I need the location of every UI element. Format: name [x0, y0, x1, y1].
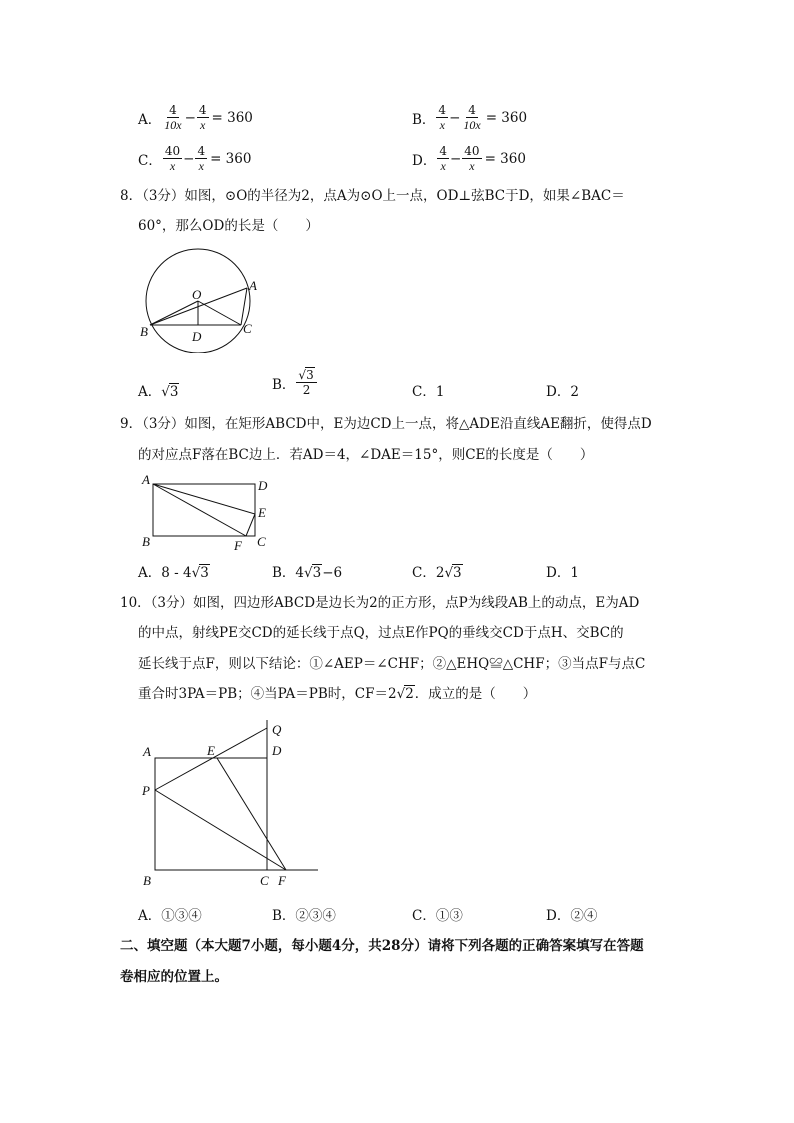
- numerator: 4: [197, 144, 206, 158]
- q10-stem-line3: 延长线于点F，则以下结论：①∠AEP＝∠CHF；②△EHQ≌△CHF；③当点F与点C: [138, 656, 646, 672]
- label-d: D: [272, 743, 282, 758]
- fraction: [195, 144, 207, 173]
- sqrt-symbol: √: [161, 384, 170, 400]
- sqrt-symbol: √: [396, 686, 406, 702]
- q9-option-b: [272, 561, 342, 581]
- q8-option-b: [272, 368, 318, 397]
- denominator: 10x: [463, 118, 481, 132]
- ray-pq: [155, 728, 267, 790]
- fraction: [437, 144, 449, 173]
- segment-fe: [246, 514, 255, 536]
- label-e: E: [207, 743, 215, 758]
- label-b: B: [140, 324, 148, 339]
- label-f: F: [234, 538, 242, 553]
- denominator: x: [198, 159, 204, 173]
- q8-option-c: C．1: [412, 384, 445, 400]
- label-c: C: [260, 873, 269, 888]
- label-a: A: [143, 744, 151, 759]
- numerator: 40: [164, 144, 181, 158]
- equation-rhs: = 360: [210, 150, 252, 167]
- q10-stem-line4: [138, 684, 536, 704]
- q8-option-d: D．2: [546, 384, 579, 400]
- operator: −: [449, 109, 461, 126]
- equation-rhs: = 360: [484, 150, 526, 167]
- option-value-post: −6: [322, 565, 343, 581]
- option-value: 2: [435, 565, 445, 581]
- q10-square-diagram: [138, 718, 328, 890]
- sqrt-value: 2: [405, 686, 414, 702]
- option-value: 8 - 4: [161, 565, 192, 581]
- sqrt-symbol: √: [191, 565, 201, 581]
- stem-text-post: ．成立的是（ ）: [414, 686, 537, 702]
- sqrt-symbol: √: [304, 565, 313, 581]
- option-value: 4: [295, 565, 305, 581]
- fraction: [296, 368, 316, 397]
- segment-oc: [198, 301, 241, 325]
- sqrt-symbol: √: [444, 565, 454, 581]
- fraction: [163, 144, 182, 173]
- option-label: A．: [138, 384, 162, 400]
- denominator: 10x: [164, 118, 182, 132]
- label-d: D: [192, 329, 202, 344]
- q9-option-c: [412, 561, 463, 581]
- numerator: 4: [198, 103, 207, 117]
- segment-pf: [155, 790, 286, 870]
- segment-af: [153, 484, 246, 536]
- denominator: x: [469, 159, 475, 173]
- option-label: B．: [412, 111, 436, 128]
- option-label: A．: [138, 565, 162, 581]
- denominator: x: [440, 159, 446, 173]
- q10-option-a: A．①③④: [138, 908, 202, 924]
- q9-rectangle-diagram: [138, 474, 278, 554]
- denominator: x: [439, 118, 445, 132]
- fraction: [461, 103, 482, 132]
- q10-option-b: B．②③④: [272, 908, 336, 924]
- q8-circle-diagram: [135, 248, 270, 353]
- q8-stem-line1: 8．（3分）如图，⊙O的半径为2，点A为⊙O上一点，OD⊥弦BC于D，如果∠BAC＝: [120, 188, 625, 204]
- q9-option-a: [138, 561, 210, 581]
- q10-stem-line1: 10．（3分）如图，四边形ABCD是边长为2的正方形，点P为线段AB上的动点，E为AD: [120, 595, 640, 611]
- numerator: 40: [464, 144, 480, 158]
- operator: −: [449, 150, 462, 167]
- denominator: 2: [302, 383, 311, 397]
- section2-heading-line2: 卷相应的位置上。: [120, 969, 228, 985]
- q10-stem-line2: 的中点，射线PE交CD的延长线于点Q，过点E作PQ的垂线交CD于点H、交BC的: [138, 625, 624, 641]
- q8-option-a: [138, 380, 179, 400]
- q9-option-d: D．1: [546, 565, 579, 581]
- segment-ae: [153, 484, 255, 514]
- equation-rhs: = 360: [211, 109, 253, 126]
- segment-ef: [217, 758, 286, 870]
- q9-stem-line2: 的对应点F落在BC边上．若AD＝4，∠DAE＝15°，则CE的长度是（ ）: [138, 447, 594, 463]
- label-o: O: [192, 287, 202, 302]
- label-b: B: [143, 873, 151, 888]
- label-e: E: [258, 505, 266, 520]
- fraction: [162, 103, 183, 132]
- segment-ob: [150, 301, 198, 325]
- label-q: Q: [272, 722, 282, 737]
- fraction: [436, 103, 448, 132]
- label-c: C: [243, 321, 252, 336]
- equation-rhs: = 360: [485, 109, 528, 126]
- numerator: 4: [468, 103, 476, 117]
- option-label: B．: [272, 376, 296, 393]
- q10-option-d: D．②④: [546, 908, 598, 924]
- q10-option-c: C．①③: [412, 908, 463, 924]
- sqrt-value: 3: [169, 384, 179, 400]
- option-label: D．: [412, 152, 437, 169]
- fraction: [197, 103, 209, 132]
- operator: −: [184, 109, 196, 126]
- sqrt-value: 3: [306, 368, 314, 382]
- q7-option-d: [412, 144, 526, 173]
- numerator: 4: [439, 144, 447, 158]
- q9-stem-line1: 9．（3分）如图，在矩形ABCD中，E为边CD上一点，将△ADE沿直线AE翻折，使得点D: [120, 416, 652, 432]
- label-c: C: [257, 534, 266, 549]
- label-d: D: [258, 478, 268, 493]
- label-p: P: [142, 783, 150, 798]
- q7-option-b: [412, 103, 527, 132]
- label-f: F: [278, 873, 286, 888]
- q7-option-c: [138, 144, 251, 173]
- operator: −: [183, 150, 195, 167]
- denominator: x: [200, 118, 206, 132]
- q8-stem-line2: 60°，那么OD的长是（ ）: [138, 218, 319, 234]
- stem-text: 重合时3PA＝PB；④当PA＝PB时，CF＝2: [138, 686, 397, 702]
- q7-option-a: [138, 103, 253, 132]
- option-label: A．: [138, 111, 162, 128]
- label-a: A: [142, 474, 150, 487]
- label-b: B: [142, 534, 150, 549]
- option-label: C．: [412, 565, 436, 581]
- option-label: C．: [138, 152, 162, 169]
- denominator: x: [169, 159, 176, 173]
- sqrt-value: 3: [453, 565, 462, 581]
- sqrt-value: 3: [312, 565, 322, 581]
- numerator: 4: [169, 103, 177, 117]
- label-a: A: [249, 278, 257, 293]
- fraction: [462, 144, 481, 173]
- numerator: 4: [438, 103, 447, 117]
- square-abcd: [155, 758, 267, 870]
- numerator: √3: [296, 368, 316, 383]
- section2-heading-line1: 二、填空题（本大题7小题，每小题4分，共28分）请将下列各题的正确答案填写在答题: [120, 938, 644, 954]
- option-label: B．: [272, 565, 296, 581]
- sqrt-value: 3: [200, 565, 209, 581]
